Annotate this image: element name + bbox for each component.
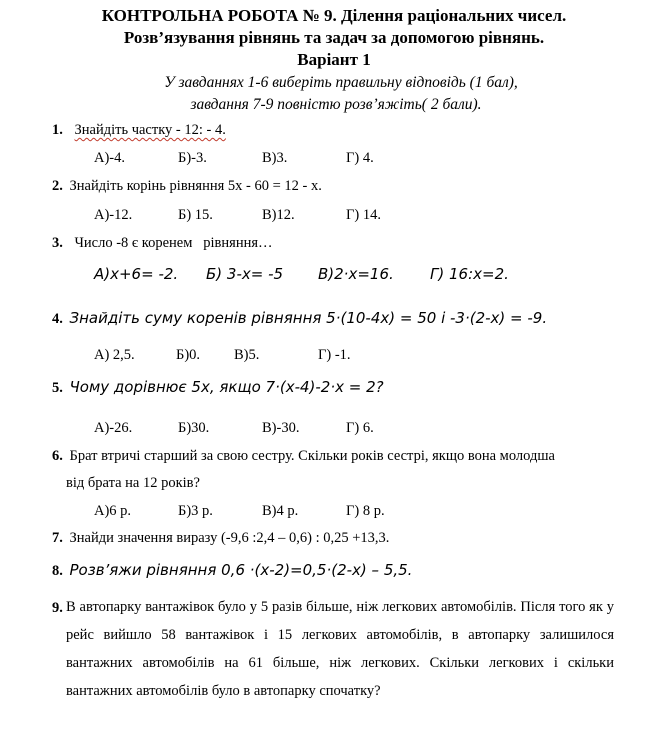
question-number: 7. <box>52 530 63 546</box>
question-number: 8. <box>52 563 63 579</box>
option-g: Г) 8 р. <box>346 503 385 519</box>
option-v: В)3. <box>262 150 288 166</box>
option-g: Г) 4. <box>346 150 374 166</box>
question-text: Число -8 є коренем рівняння… <box>74 235 273 251</box>
question-3 <box>52 234 273 252</box>
option-b: Б) 3-х= -5 <box>206 265 284 283</box>
question-8 <box>52 561 412 580</box>
question-number: 6. <box>52 448 63 464</box>
question-number: 4. <box>52 311 63 327</box>
option-v: В)-30. <box>262 420 300 436</box>
question-number: 3. <box>52 235 63 251</box>
option-b: Б)30. <box>178 420 210 436</box>
question-number: 1. <box>52 122 63 138</box>
option-g: Г) 14. <box>346 207 381 223</box>
question-6 <box>52 447 555 465</box>
option-a: А)-4. <box>94 150 126 166</box>
option-b: Б) 15. <box>178 207 213 223</box>
question-9-text: В автопарку вантажівок було у 5 разів більше, ніж легкових автомобілів. Після того як у рейс вийшло 58 вантажівок і 15 легкових автомобілів, в автопарку залишилося вантажних автомобілів на 61 більше, ніж легкових. Скільки легкових і скільки вантажних автомобілів було в автопарку спочатку? <box>66 599 614 699</box>
variant-title: Варіант 1 <box>297 50 371 69</box>
title-line-2: Розв’язування рівнянь та задач за допомогою рівнянь. <box>123 28 545 47</box>
question-7 <box>52 529 389 547</box>
option-v: В)2·х=16. <box>318 265 394 283</box>
question-text: Розв’яжи рівняння 0,6 ·(х-2)=0,5·(2-х) – 5,5. <box>69 561 413 579</box>
instructions-line-1: У завданнях 1-6 виберіть правильну відповідь (1 бал), <box>164 74 518 91</box>
option-a: А)6 р. <box>94 503 132 519</box>
option-g: Г) 16:х=2. <box>430 265 509 283</box>
instructions-line-2: завдання 7-9 повністю розв’яжіть( 2 бали). <box>190 96 482 113</box>
question-text-line-1: Брат втричі старший за свою сестру. Скільки років сестрі, якщо вона молодша <box>69 448 555 464</box>
question-text: Знайди значення виразу (-9,6 :2,4 – 0,6) : 0,25 +13,3. <box>69 530 390 546</box>
option-a: А)-12. <box>94 207 133 223</box>
option-a: А) 2,5. <box>94 347 135 363</box>
question-text: Знайдіть суму коренів рівняння 5·(10-4х) = 50 і -3·(2-х) = -9. <box>69 309 548 327</box>
question-6-line-2: від брата на 12 років? <box>66 475 200 491</box>
option-v: В)5. <box>234 347 260 363</box>
question-text: Знайдіть корінь рівняння 5х - 60 = 12 - х. <box>69 178 322 194</box>
question-2 <box>52 177 322 195</box>
question-number: 2. <box>52 178 63 194</box>
option-g: Г) -1. <box>318 347 351 363</box>
question-text: Знайдіть частку - 12: - 4. <box>74 122 226 138</box>
option-v: В)12. <box>262 207 295 223</box>
option-a: А)х+6= -2. <box>94 265 179 283</box>
question-4 <box>52 309 547 328</box>
option-b: Б)3 р. <box>178 503 213 519</box>
option-b: Б)0. <box>176 347 201 363</box>
option-b: Б)-3. <box>178 150 207 166</box>
title-line-1: КОНТРОЛЬНА РОБОТА № 9. Ділення раціональних чисел. <box>101 6 567 25</box>
question-9-number <box>52 599 63 617</box>
option-g: Г) 6. <box>346 420 374 436</box>
question-number: 9. <box>52 600 63 616</box>
option-a: А)-26. <box>94 420 133 436</box>
question-5 <box>52 378 384 397</box>
question-number: 5. <box>52 380 63 396</box>
question-text: Чому дорівнює 5х, якщо 7·(х-4)-2·х = 2? <box>69 378 384 396</box>
question-1 <box>52 121 226 139</box>
option-v: В)4 р. <box>262 503 299 519</box>
